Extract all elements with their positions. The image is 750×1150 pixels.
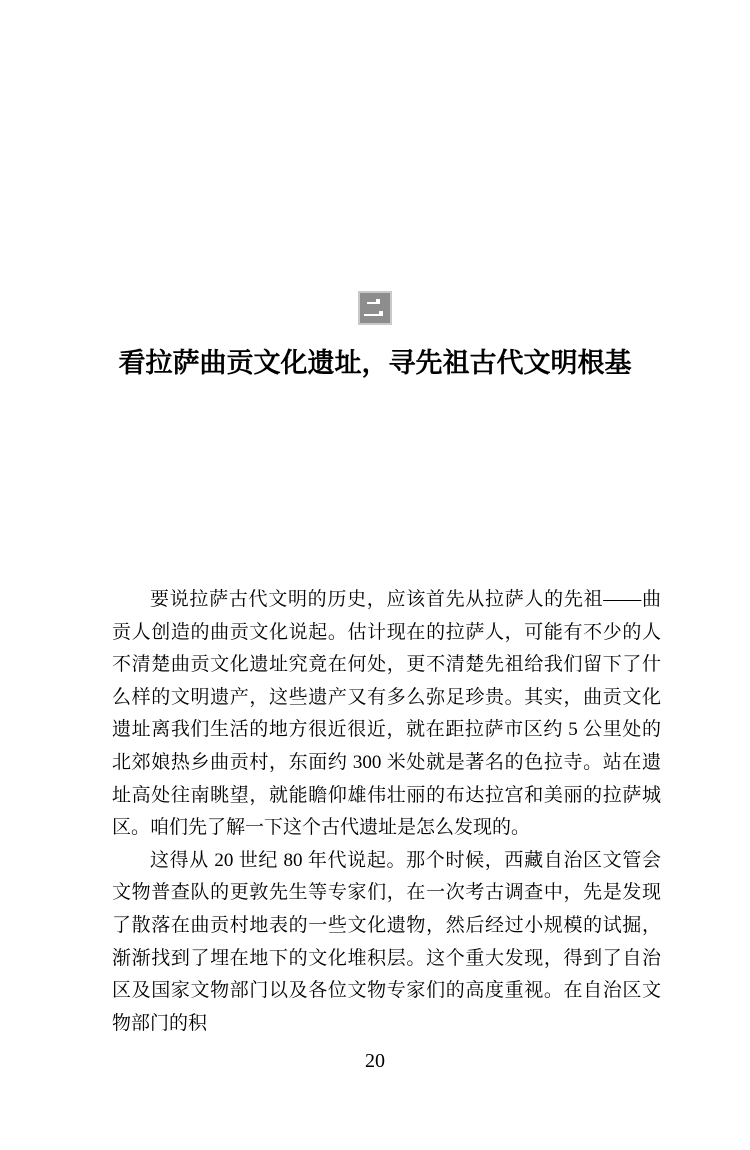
chapter-number-text: [360, 293, 361, 294]
chapter-glyph-bottom-stroke: [364, 314, 383, 316]
chapter-number-badge: [358, 291, 392, 325]
body-text: [112, 584, 661, 1040]
paragraph-2: 这得从 20 世纪 80 年代说起。那个时候，西藏自治区文管会文物普查队的更敦先生等专家们，在一次考古调查中，先是发现了散落在曲贡村地表的一些文化遗物，然后经过小规模的试掘，渐渐找到了埋在地下的文化堆积层。这个重大发现，得到了自治区及国家文物部门以及各位文物专家们的高度重视。在自治区文物部门的积: [112, 849, 661, 1034]
chapter-title: 看拉萨曲贡文化遗址，寻先祖古代文明根基: [118, 348, 632, 378]
paragraph-1: 要说拉萨古代文明的历史，应该首先从拉萨人的先祖——曲贡人创造的曲贡文化说起。估计现在的拉萨人，可能有不少的人不清楚曲贡文化遗址究竟在何处，更不清楚先祖给我们留下了什么样的文明遗产，这些遗产又有多么弥足珍贵。其实，曲贡文化遗址离我们生活的地方很近很近，就在距拉萨市区约 5 公里处的北郊娘热乡曲贡村，东面约 300 米处就是著名的色拉寺。站在遗址高处往南眺望，就能瞻仰雄伟壮丽的布达拉宫和美丽的拉萨城区。咱们先了解一下这个古代遗址是怎么发现的。: [112, 589, 661, 839]
page-number: 20: [365, 1050, 385, 1072]
chapter-glyph-top-stroke: [367, 302, 380, 304]
